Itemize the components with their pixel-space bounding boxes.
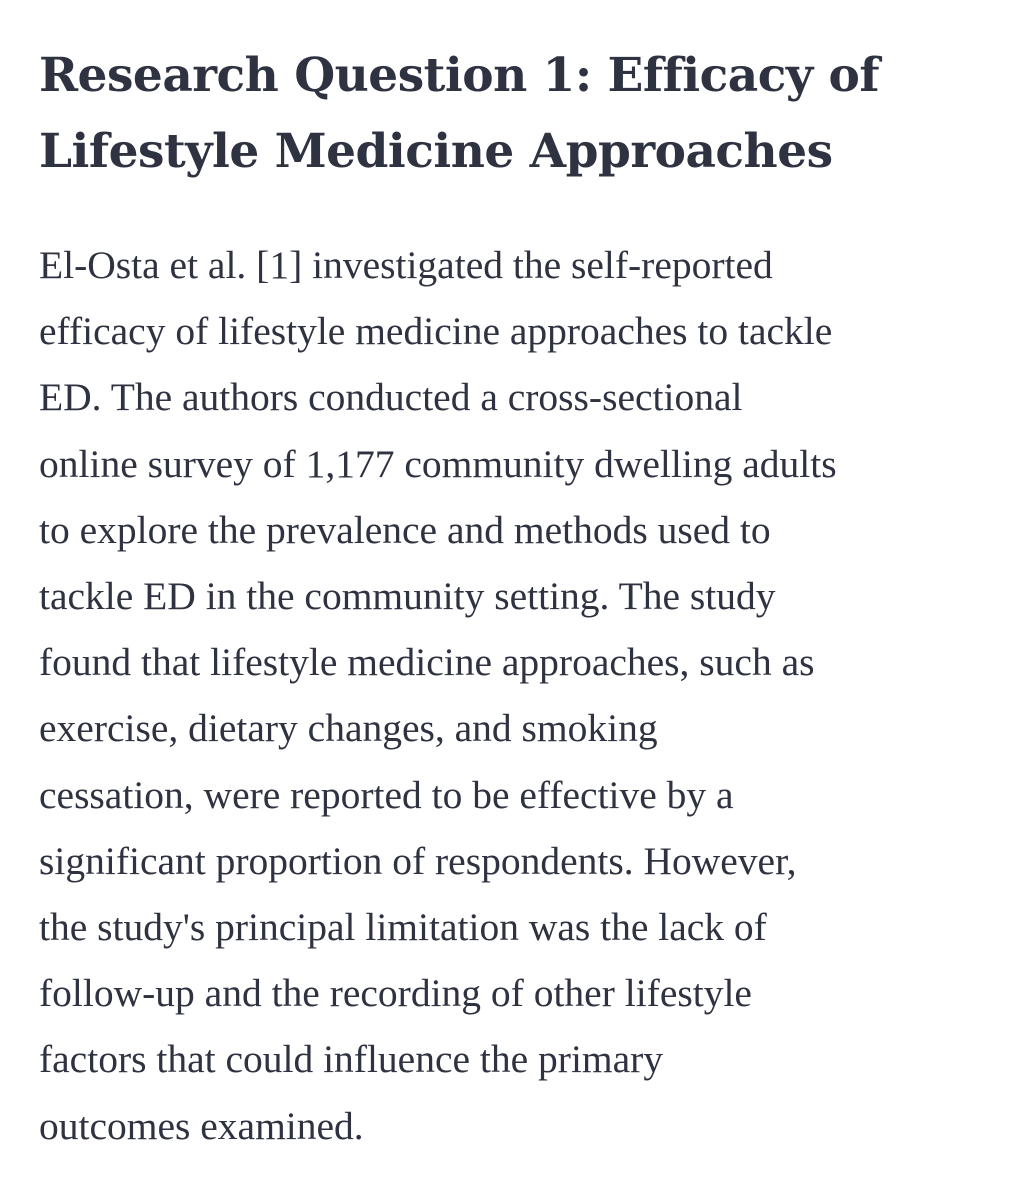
- paragraph-line: to explore the prevalence and methods used to: [39, 507, 771, 552]
- section-heading: Research Question 1: Efficacy of Lifestyle Medicine Approaches: [39, 48, 880, 179]
- paragraph-line: efficacy of lifestyle medicine approaches to tackle: [39, 309, 833, 354]
- paragraph-line: online survey of 1,177 community dwelling adults: [39, 441, 837, 486]
- paragraph-line: outcomes examined.: [39, 1103, 364, 1148]
- paragraph-line: significant proportion of respondents. However,: [39, 838, 797, 883]
- article-section: [39, 38, 984, 1159]
- section-paragraph: [39, 232, 984, 1159]
- paragraph-line: El-Osta et al. [1] investigated the self-reported: [39, 243, 773, 287]
- paragraph-line: factors that could influence the primary: [39, 1037, 664, 1082]
- paragraph-line: the study's principal limitation was the lack of: [39, 905, 767, 950]
- paragraph-line: exercise, dietary changes, and smoking: [39, 706, 658, 751]
- paragraph-line: found that lifestyle medicine approaches, such as: [39, 640, 815, 685]
- paragraph-line: ED. The authors conducted a cross-sectional: [39, 375, 743, 420]
- paragraph-line: tackle ED in the community setting. The study: [39, 574, 776, 619]
- paragraph-line: follow-up and the recording of other lifestyle: [39, 971, 752, 1016]
- paragraph-line: cessation, were reported to be effective by a: [39, 772, 734, 817]
